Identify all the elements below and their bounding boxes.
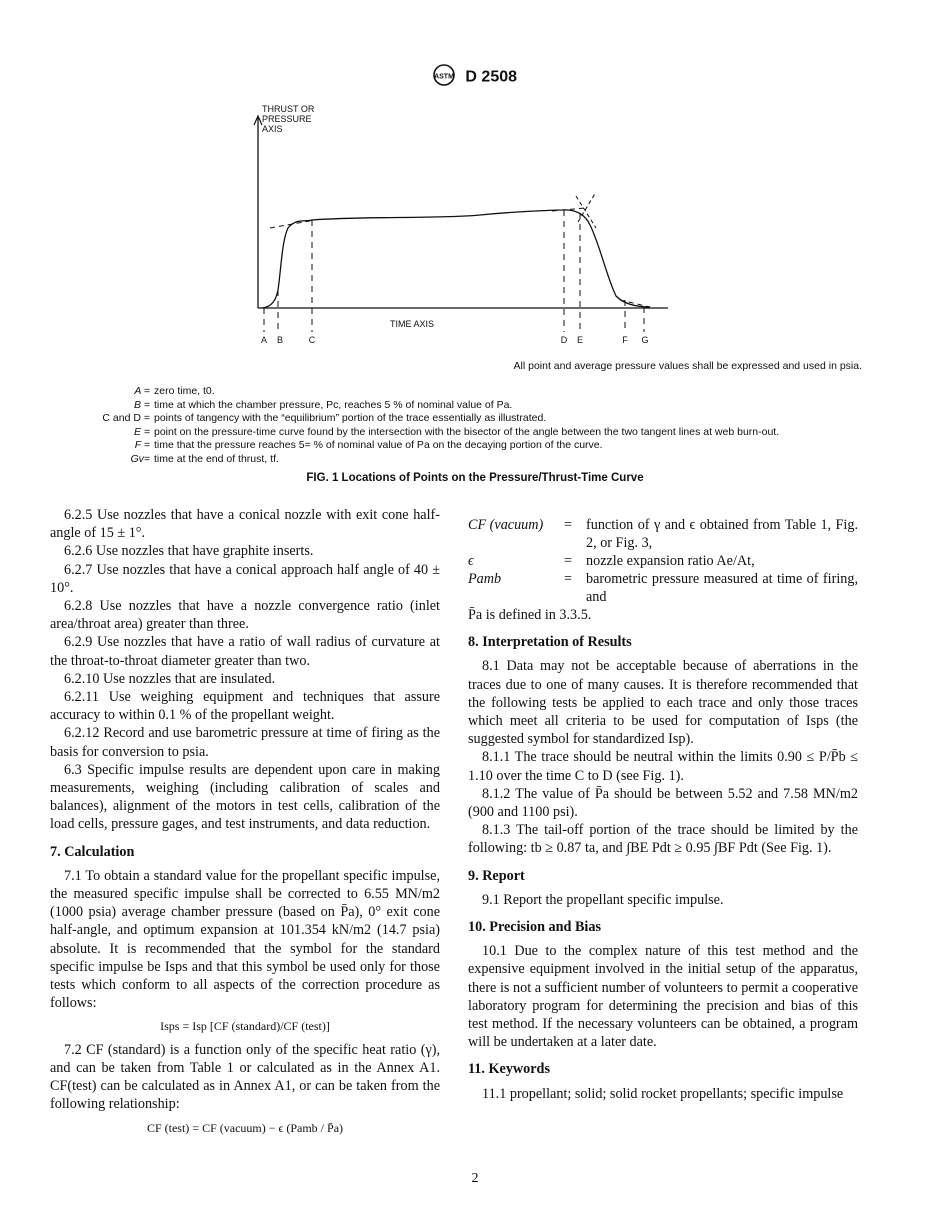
x-axis-label: TIME AXIS bbox=[390, 319, 435, 329]
definition-equals: = bbox=[564, 517, 573, 533]
legend-key: B = bbox=[133, 398, 150, 411]
paragraph-6-2-10: 6.2.10 Use nozzles that are insulated. bbox=[64, 670, 276, 687]
definition-term: ϵ bbox=[468, 553, 474, 569]
section-heading-keywords: 11. Keywords bbox=[468, 1061, 550, 1078]
paragraph-10-1: 10.1 Due to the complex nature of this test method and the expensive equipment involved in the initial setup of the apparatus, there is not a sufficient number of volunteers to permit a cooperative laboratory program for determining the precision and bias of this test method. If the necessary volunteers can be obtained, a program will be undertaken at a later date. bbox=[468, 943, 858, 1051]
point-label-c: C bbox=[308, 335, 316, 345]
left-column bbox=[50, 506, 440, 1142]
paragraph-11-1: 11.1 propellant; solid; solid rocket propellants; specific impulse bbox=[482, 1085, 844, 1102]
paragraph-6-3: 6.3 Specific impulse results are dependent upon care in making measurements, weighing (including calibration of scales and balances), alignment of the motors in test cells, calibration of the load cells, pressure gages, and test instruments, and data reduction. bbox=[50, 761, 440, 833]
tangent-left bbox=[270, 220, 315, 228]
definition-equals: = bbox=[564, 553, 573, 569]
legend-row bbox=[60, 453, 779, 467]
paragraph-8-1-2: 8.1.2 The value of P̄a should be between 5.52 and 7.58 MN/m2 (900 and 1100 psi). bbox=[468, 785, 858, 821]
definition-row bbox=[468, 552, 858, 570]
definition-equals: = bbox=[564, 571, 573, 587]
svg-text:ASTM: ASTM bbox=[434, 73, 454, 81]
legend-row bbox=[60, 399, 779, 413]
point-label-e: E bbox=[576, 335, 584, 345]
section-heading-report: 9. Report bbox=[468, 867, 525, 884]
paragraph-9-1: 9.1 Report the propellant specific impulse. bbox=[482, 891, 724, 908]
definition-desc: barometric pressure measured at time of firing, and bbox=[586, 571, 858, 605]
paragraph-6-2-11: 6.2.11 Use weighing equipment and techniques that assure accuracy to within 0.1 % of the propellant weight. bbox=[50, 689, 440, 724]
point-label-b: B bbox=[276, 335, 284, 345]
paragraph-8-1-3: 8.1.3 The tail-off portion of the trace should be limited by the following: tb ≥ 0.87 ta, and ∫BE Pdt ≥ 0.95 ∫BF Pdt (See Fig. 1). bbox=[468, 822, 858, 857]
legend-key: Gv= bbox=[130, 452, 150, 465]
astm-logo-icon bbox=[433, 64, 455, 91]
legend-text: time at the end of thrust, tf. bbox=[154, 452, 279, 465]
pressure-curve bbox=[262, 210, 650, 308]
section-heading-calculation: 7. Calculation bbox=[50, 843, 135, 860]
legend-text: time at which the chamber pressure, Pc, reaches 5 % of nominal value of Pa. bbox=[154, 398, 513, 411]
point-label-g: G bbox=[641, 335, 649, 345]
point-label-a: A bbox=[260, 335, 268, 345]
definition-row bbox=[468, 516, 858, 552]
definition-row bbox=[468, 570, 858, 606]
point-label-f: F bbox=[622, 335, 628, 345]
paragraph-8-1: 8.1 Data may not be acceptable because of aberrations in the traces due to one of many causes. It is therefore recommended that the following tests be applied to each trace and only those traces which meet all criteria to be used for computation of Isps (the suggested symbol for standardized Isp). bbox=[468, 658, 858, 748]
definition-term: CF (vacuum) bbox=[468, 517, 544, 533]
paragraph-6-2-6: 6.2.6 Use nozzles that have graphite inserts. bbox=[64, 543, 314, 560]
legend-key: E = bbox=[133, 425, 150, 438]
legend-text: point on the pressure-time curve found by the intersection with the bisector of the angle between the two tangent lines at web burn-out. bbox=[154, 425, 780, 438]
paragraph-6-2-8: 6.2.8 Use nozzles that have a nozzle convergence ratio (inlet area/throat area) greater than three. bbox=[50, 598, 440, 633]
definitions-table bbox=[468, 516, 858, 606]
paragraph-7-1: 7.1 To obtain a standard value for the propellant specific impulse, the measured specific impulse shall be corrected to 6.55 MN/m2 (1000 psia) average chamber pressure (based on P̄a), 0° exit cone half-angle, and optimum expansion at 101.354 kN/m2 (14.7 psia) absolute. It is recommended that the symbol for the standard specific impulse be Isps and that this symbol be used only for those tests which conform to all aspects of the correction procedure as follows: bbox=[50, 867, 440, 1012]
page-number: 2 bbox=[471, 1171, 479, 1186]
equation-isps: Isps = Isp [CF (standard)/CF (test)] bbox=[160, 1019, 330, 1034]
paragraph-6-2-7: 6.2.7 Use nozzles that have a conical approach half angle of 40 ± 10°. bbox=[50, 561, 440, 596]
section-heading-precision-bias: 10. Precision and Bias bbox=[468, 919, 601, 936]
y-axis-label-3: AXIS bbox=[262, 124, 283, 134]
legend-text: zero time, t0. bbox=[154, 385, 215, 397]
figure-legend bbox=[60, 385, 779, 466]
section-heading-interpretation: 8. Interpretation of Results bbox=[468, 634, 632, 651]
pressure-time-figure bbox=[240, 100, 690, 355]
legend-text: time that the pressure reaches 5= % of nominal value of Pa on the decaying portion of the curve. bbox=[154, 439, 603, 451]
figure-caption: FIG. 1 Locations of Points on the Pressure/Thrust-Time Curve bbox=[306, 472, 644, 484]
bisector bbox=[578, 192, 596, 222]
definition-term: Pamb bbox=[468, 571, 502, 587]
legend-row bbox=[60, 439, 779, 453]
definition-desc: function of γ and ϵ obtained from Table 1, Fig. 2, or Fig. 3, bbox=[586, 517, 858, 551]
page-header bbox=[0, 64, 950, 91]
paragraph-8-1-1: 8.1.1 The trace should be neutral within the limits 0.90 ≤ P/P̄b ≤ 1.10 over the time C to D (see Fig. 1). bbox=[468, 749, 858, 784]
point-label-d: D bbox=[560, 335, 568, 345]
figure-note: All point and average pressure values shall be expressed and used in psia. bbox=[513, 360, 862, 372]
paragraph-7-2: 7.2 CF (standard) is a function only of the specific heat ratio (γ), and can be taken from Table 1 or calculated as in the Annex A1. CF(test) can be calculated as in Annex A1, or can be taken from the following relationship: bbox=[50, 1041, 440, 1113]
paragraph-6-2-5: 6.2.5 Use nozzles that have a conical nozzle with exit cone half-angle of 15 ± 1°. bbox=[50, 507, 440, 542]
right-column bbox=[468, 506, 858, 1103]
legend-key: A = bbox=[134, 385, 150, 397]
legend-text: points of tangency with the “equilibrium” portion of the trace essentially as illustrated. bbox=[154, 412, 547, 424]
legend-row bbox=[60, 385, 779, 399]
equation-cf-test: CF (test) = CF (vacuum) − ϵ (Pamb / P̄a) bbox=[146, 1120, 344, 1135]
legend-row bbox=[60, 426, 779, 440]
legend-row bbox=[60, 412, 779, 426]
paragraph-6-2-9: 6.2.9 Use nozzles that have a ratio of wall radius of curvature at the throat-to-throat diameter greater than two. bbox=[50, 634, 440, 669]
y-axis-label-1: THRUST OR bbox=[262, 104, 315, 114]
legend-key: C and D = bbox=[102, 412, 150, 424]
tangent-decline bbox=[576, 196, 596, 228]
designation: D 2508 bbox=[465, 68, 518, 86]
legend-key: F = bbox=[134, 439, 150, 451]
definition-desc: nozzle expansion ratio Ae/At, bbox=[586, 553, 755, 569]
pa-definition: P̄a is defined in 3.3.5. bbox=[468, 607, 592, 623]
paragraph-6-2-12: 6.2.12 Record and use barometric pressure at time of firing as the basis for conversion to psia. bbox=[50, 725, 440, 760]
y-axis-label-2: PRESSURE bbox=[262, 114, 312, 124]
